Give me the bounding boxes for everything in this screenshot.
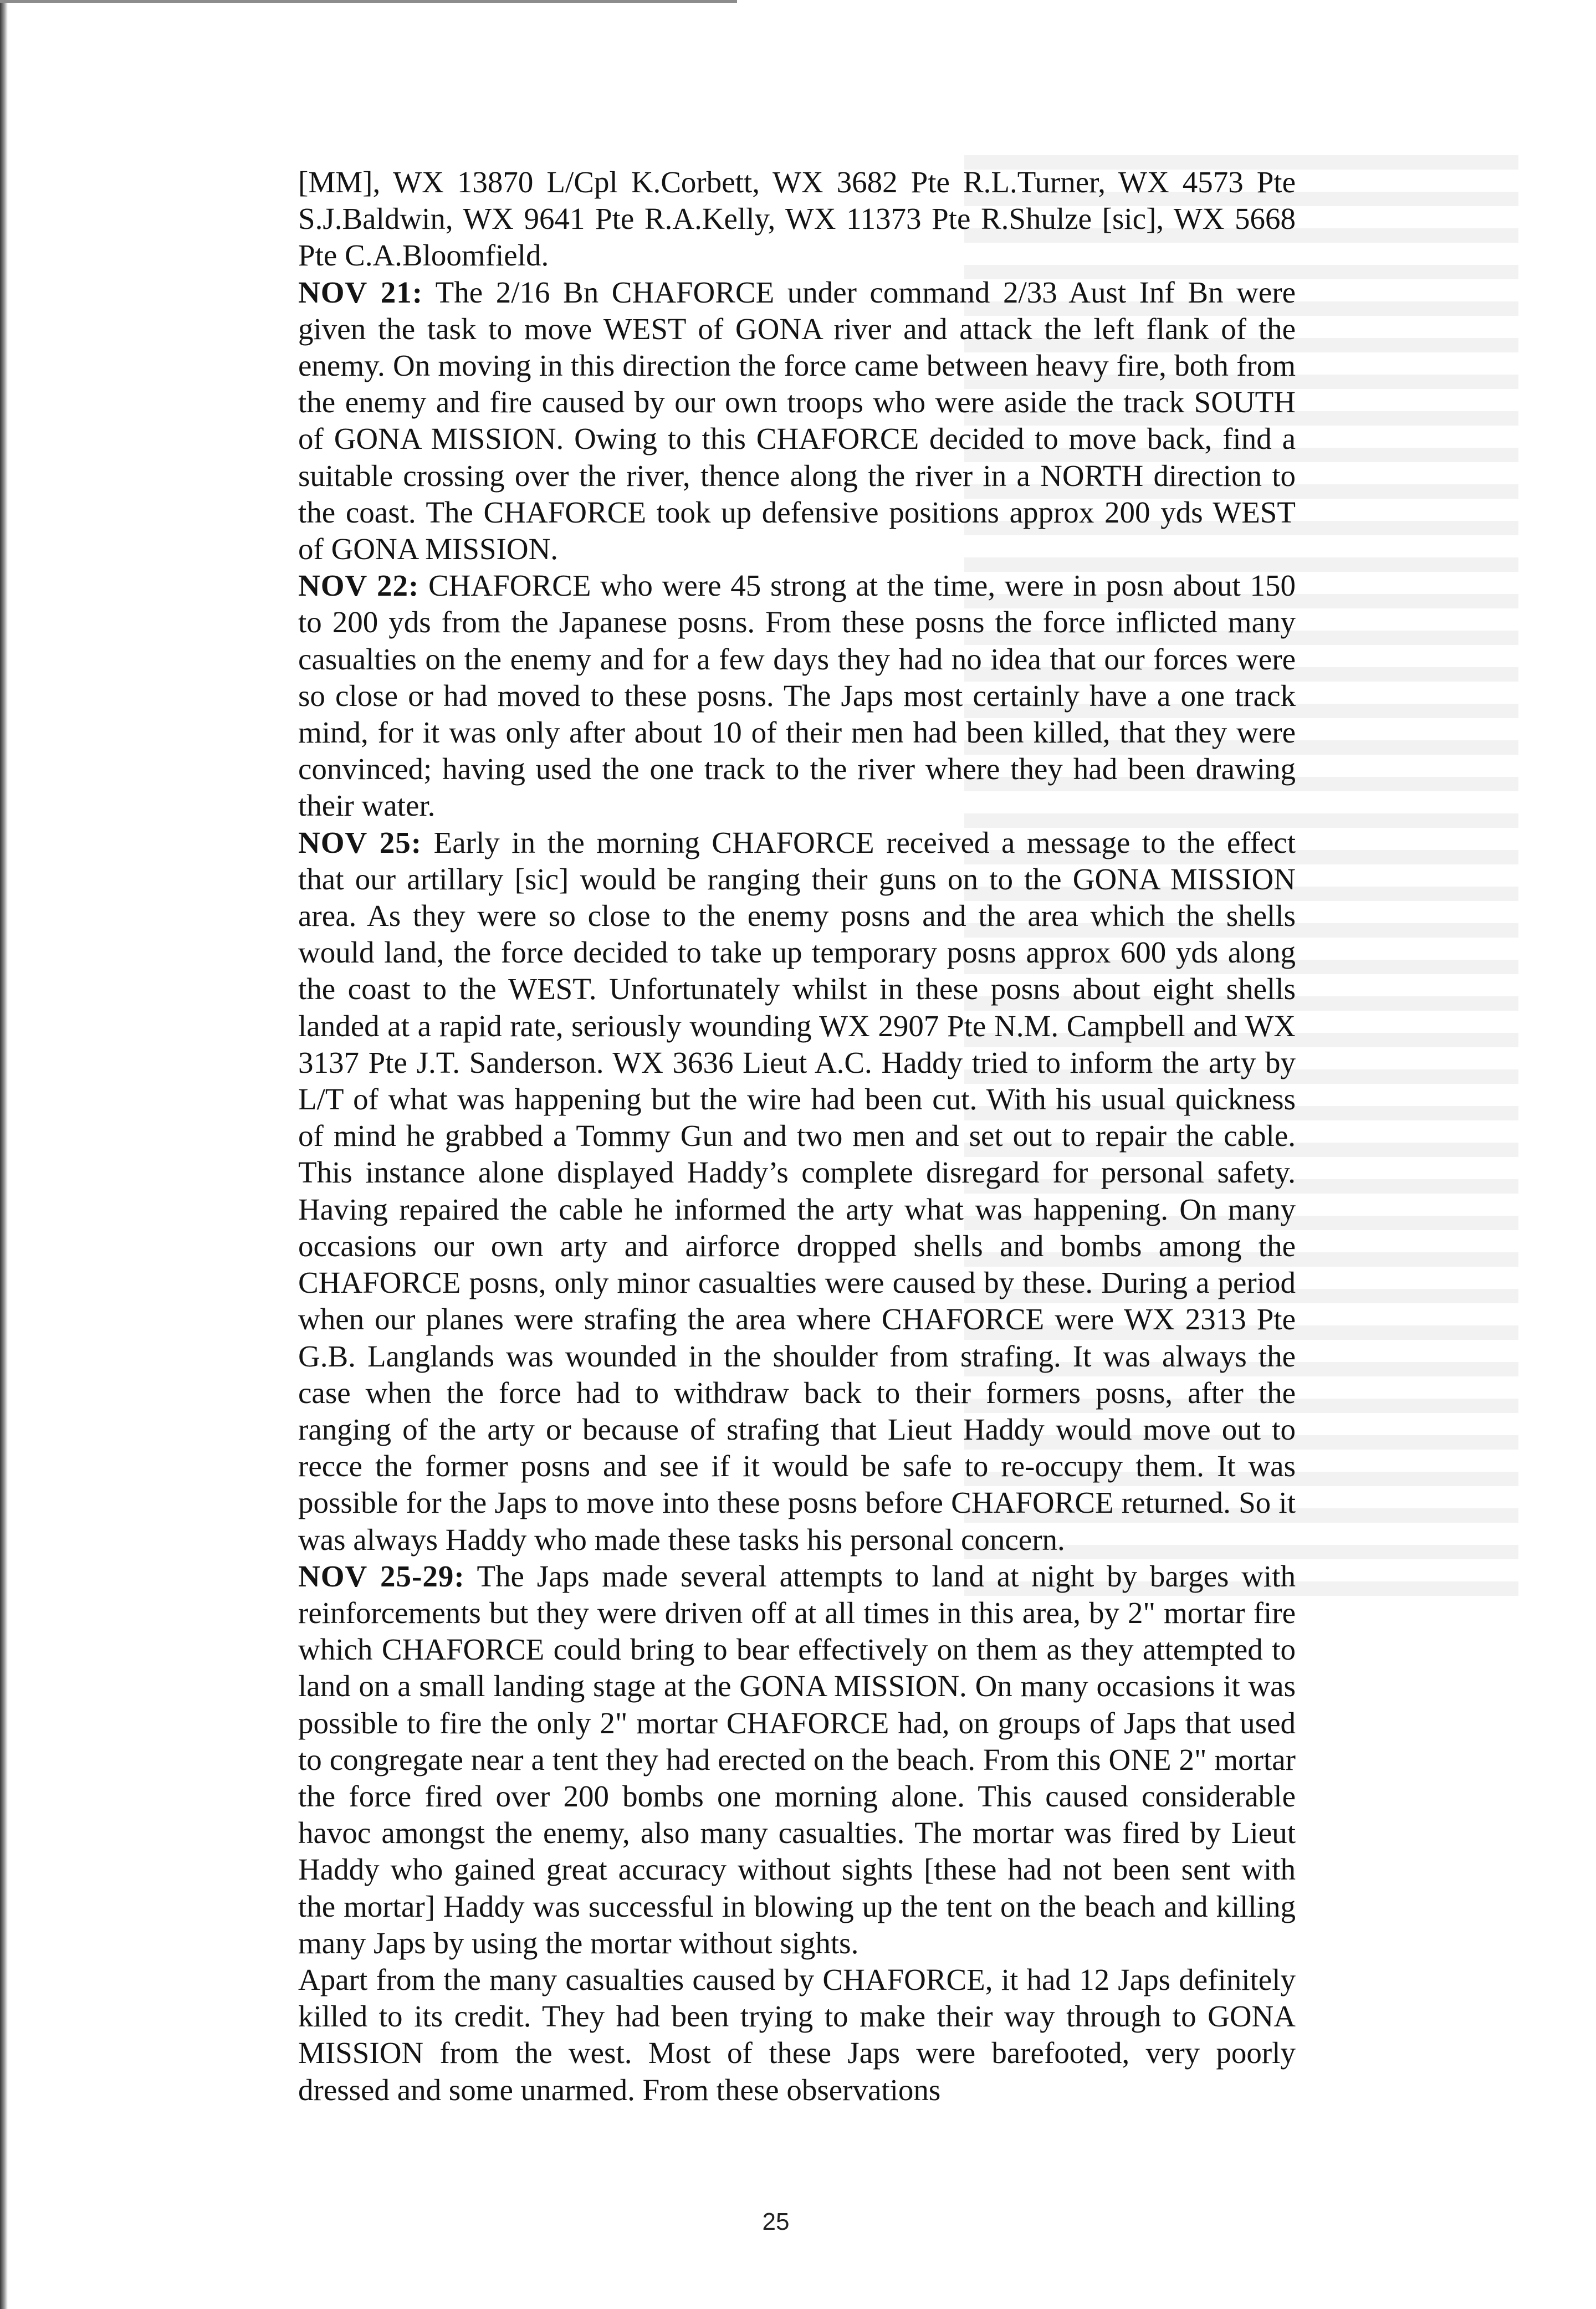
paragraph-text: The 2/16 Bn CHAFORCE under command 2/33 Aust Inf Bn were given the task to move WEST of GONA river and attack the left flank of the enemy. On moving in this direction the force came between heavy fire, both from the enemy and fire caused by our own troops who were aside the track SOUTH of GONA MISSION. Owing to this CHAFORCE decided to move back, find a suitable crossing over the river, thence along the river in a NORTH direction to the coast. The CHAFORCE took up defensive positions approx 200 yds WEST of GONA MISSION. [298,275,1296,566]
paragraph-nov-25-29 [298,1558,1296,1962]
date-label: NOV 21: [298,275,423,309]
scan-edge-shadow [0,0,8,2309]
paragraph-nov-25 [298,825,1296,1558]
date-label: NOV 25: [298,825,422,859]
top-scan-rule [0,0,737,3]
date-label: NOV 22: [298,569,420,603]
document-body [298,164,1296,2108]
paragraph-text: Early in the morning CHAFORCE received a message to the effect that our artillary [sic] would be ranging their guns on to the GONA MISSION area. As they were so close to the enemy posns and the area which the shells would land, the force decided to take up temporary posns approx 600 yds along the coast to the WEST. Unfortunately whilst in these posns about eight shells landed at a rapid rate, seriously wounding WX 2907 Pte N.M. Campbell and WX 3137 Pte J.T. Sanderson. WX 3636 Lieut A.C. Haddy tried to inform the arty by L/T of what was happening but the wire had been cut. With his usual quickness of mind he grabbed a Tommy Gun and two men and set out to repair the cable. This instance alone displayed Haddy’s complete disregard for personal safety. Having repaired the cable he informed the arty what was happening. On many occasions our own arty and airforce dropped shells and bombs among the CHAFORCE posns, only minor casualties were caused by these. During a period when our planes were strafing the area where CHAFORCE were WX 2313 Pte G.B. Langlands was wounded in the shoulder from strafing. It was always the case when the force had to withdraw back to their formers posns, after the ranging of the arty or because of strafing that Lieut Haddy would move out to recce the former posns and see if it would be safe to re-occupy them. It was possible for the Japs to move into these posns before CHAFORCE returned. So it was always Haddy who made these tasks his personal concern. [298,825,1296,1557]
paragraph-nov-21 [298,274,1296,568]
page-number: 25 [762,2208,790,2235]
paragraph-casualty-list [298,164,1296,274]
paragraph-text: [MM], WX 13870 L/Cpl K.Corbett, WX 3682 Pte R.L.Turner, WX 4573 Pte S.J.Baldwin, WX 9641 Pte R.A.Kelly, WX 11373 Pte R.Shulze [sic], WX 5668 Pte C.A.Bloomfield. [298,165,1296,273]
paragraph-text: CHAFORCE who were 45 strong at the time, were in posn about 150 to 200 yds from the Japanese posns. From these posns the force inflicted many casualties on the enemy and for a few days they had no idea that our forces were so close or had moved to these posns. The Japs most certainly have a one track mind, for it was only after about 10 of their men had been killed, that they were convinced; having used the one track to the river where they had been drawing their water. [298,569,1296,823]
paragraph-text: Apart from the many casualties caused by CHAFORCE, it had 12 Japs definitely killed to its credit. They had been trying to make their way through to GONA MISSION from the west. Most of these Japs were barefooted, very poorly dressed and some unarmed. From these observations [298,1962,1296,2107]
paragraph-text: The Japs made several attempts to land at night by barges with reinforcements but they were driven off at all times in this area, by 2" mortar fire which CHAFORCE could bring to bear effectively on them as they attempted to land on a small landing stage at the GONA MISSION. On many occasions it was possible to fire the only 2" mortar CHAFORCE had, on groups of Japs that used to congregate near a tent they had erected on the beach. From this ONE 2" mortar the force fired over 200 bombs one morning alone. This caused considerable havoc amongst the enemy, also many casualties. The mortar was fired by Lieut Haddy who gained great accuracy without sights [these had not been sent with the mortar] Haddy was successful in blowing up the tent on the beach and killing many Japs by using the mortar without sights. [298,1559,1296,1960]
paragraph-nov-22 [298,567,1296,824]
paragraph-closing [298,1962,1296,2108]
date-label: NOV 25-29: [298,1559,465,1593]
